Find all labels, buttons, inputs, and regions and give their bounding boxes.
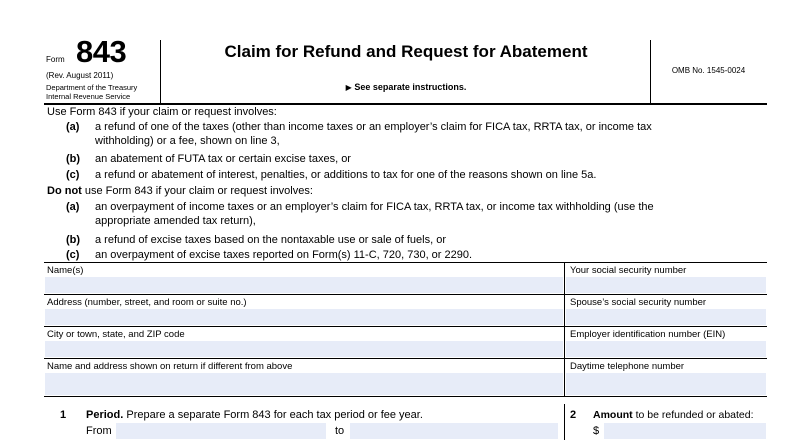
spouse-ssn-input[interactable] (566, 309, 766, 325)
do-not-item-a-text-cont: appropriate amended tax return), (95, 215, 256, 227)
alt-address-input[interactable] (45, 373, 563, 395)
do-not-intro (47, 185, 313, 198)
do-not-emphasis: Do not (47, 185, 82, 197)
ein-label: Employer identification number (EIN) (570, 329, 726, 340)
fields-rule-3 (44, 358, 767, 359)
do-not-item-c-text: an overpayment of excise taxes reported on Form(s) 11-C, 720, 730, or 2290. (95, 249, 473, 261)
form-number: 843 (76, 34, 127, 69)
use-item-a-text-cont: withholding) or a fee, shown on line 3, (95, 135, 280, 147)
instructions-note (162, 82, 650, 92)
line1-description (86, 409, 423, 422)
department-line1: Department of the Treasury (46, 83, 138, 92)
fields-bottom-rule (44, 396, 767, 397)
name-label: Name(s) (47, 265, 84, 276)
currency-symbol: $ (593, 425, 600, 437)
form-title: Claim for Refund and Request for Abatement (224, 42, 588, 61)
header-rule (44, 103, 767, 105)
spouse-ssn-label: Spouse’s social security number (570, 297, 707, 308)
fields-rule-1 (44, 294, 767, 295)
do-not-item-b-text: a refund of excise taxes based on the nontaxable use or sale of fuels, or (95, 234, 447, 246)
ein-input[interactable] (566, 341, 766, 357)
line1-label: Period. (86, 409, 124, 421)
address-label: Address (number, street, and room or suite no.) (47, 297, 247, 308)
arrow-right-icon: ▶ (345, 83, 352, 92)
line2-number: 2 (570, 409, 577, 421)
header-divider-right (650, 40, 651, 104)
phone-label: Daytime telephone number (570, 361, 685, 372)
use-item-b-letter: (b) (66, 153, 81, 165)
city-label: City or town, state, and ZIP code (47, 329, 185, 340)
do-not-item-a-letter: (a) (66, 201, 80, 213)
use-item-c-text: a refund or abatement of interest, penalties, or additions to tax for one of the reasons shown on line 5a. (95, 169, 597, 181)
use-item-a-letter: (a) (66, 121, 80, 133)
use-item-b-text: an abatement of FUTA tax or certain excise taxes, or (95, 153, 351, 165)
omb-number: OMB No. 1545-0024 (671, 66, 746, 75)
use-item-a-text: a refund of one of the taxes (other than income taxes or an employer’s claim for FICA tax, RRTA tax, or income tax (95, 121, 652, 133)
do-not-item-c-letter: (c) (66, 249, 80, 261)
do-not-item-a-text: an overpayment of income taxes or an employer’s claim for FICA tax, RRTA tax, or income tax withholding (use the (95, 201, 654, 213)
line-divider (564, 404, 565, 440)
use-intro: Use Form 843 if your claim or request involves: (47, 106, 277, 118)
address-input[interactable] (45, 309, 563, 325)
name-input[interactable] (45, 277, 563, 293)
fields-column-divider (564, 262, 565, 396)
do-not-item-b-letter: (b) (66, 234, 81, 246)
do-not-intro-text: use Form 843 if your claim or request involves: (81, 185, 313, 197)
to-label: to (335, 425, 345, 437)
header-divider-left (160, 40, 161, 104)
ssn-label: Your social security number (570, 265, 687, 276)
period-to-input[interactable] (350, 423, 558, 439)
amount-input[interactable] (604, 423, 766, 439)
line1-text: Prepare a separate Form 843 for each tax period or fee year. (123, 409, 423, 421)
line1-number: 1 (60, 409, 67, 421)
use-item-c-letter: (c) (66, 169, 80, 181)
form-revision: (Rev. August 2011) (46, 71, 114, 80)
from-label: From (86, 425, 112, 437)
department (46, 83, 137, 101)
line2-description (593, 409, 754, 422)
department-line2: Internal Revenue Service (46, 92, 131, 101)
line2-text: to be refunded or abated: (632, 409, 754, 421)
form-label: Form (46, 55, 65, 64)
fields-rule-2 (44, 326, 767, 327)
line2-label: Amount (593, 409, 633, 421)
fields-top-rule (44, 262, 767, 263)
ssn-input[interactable] (566, 277, 766, 293)
alt-address-label: Name and address shown on return if different from above (47, 361, 293, 372)
city-input[interactable] (45, 341, 563, 357)
phone-input[interactable] (566, 373, 766, 395)
period-from-input[interactable] (116, 423, 326, 439)
instructions-text: See separate instructions. (354, 82, 467, 92)
